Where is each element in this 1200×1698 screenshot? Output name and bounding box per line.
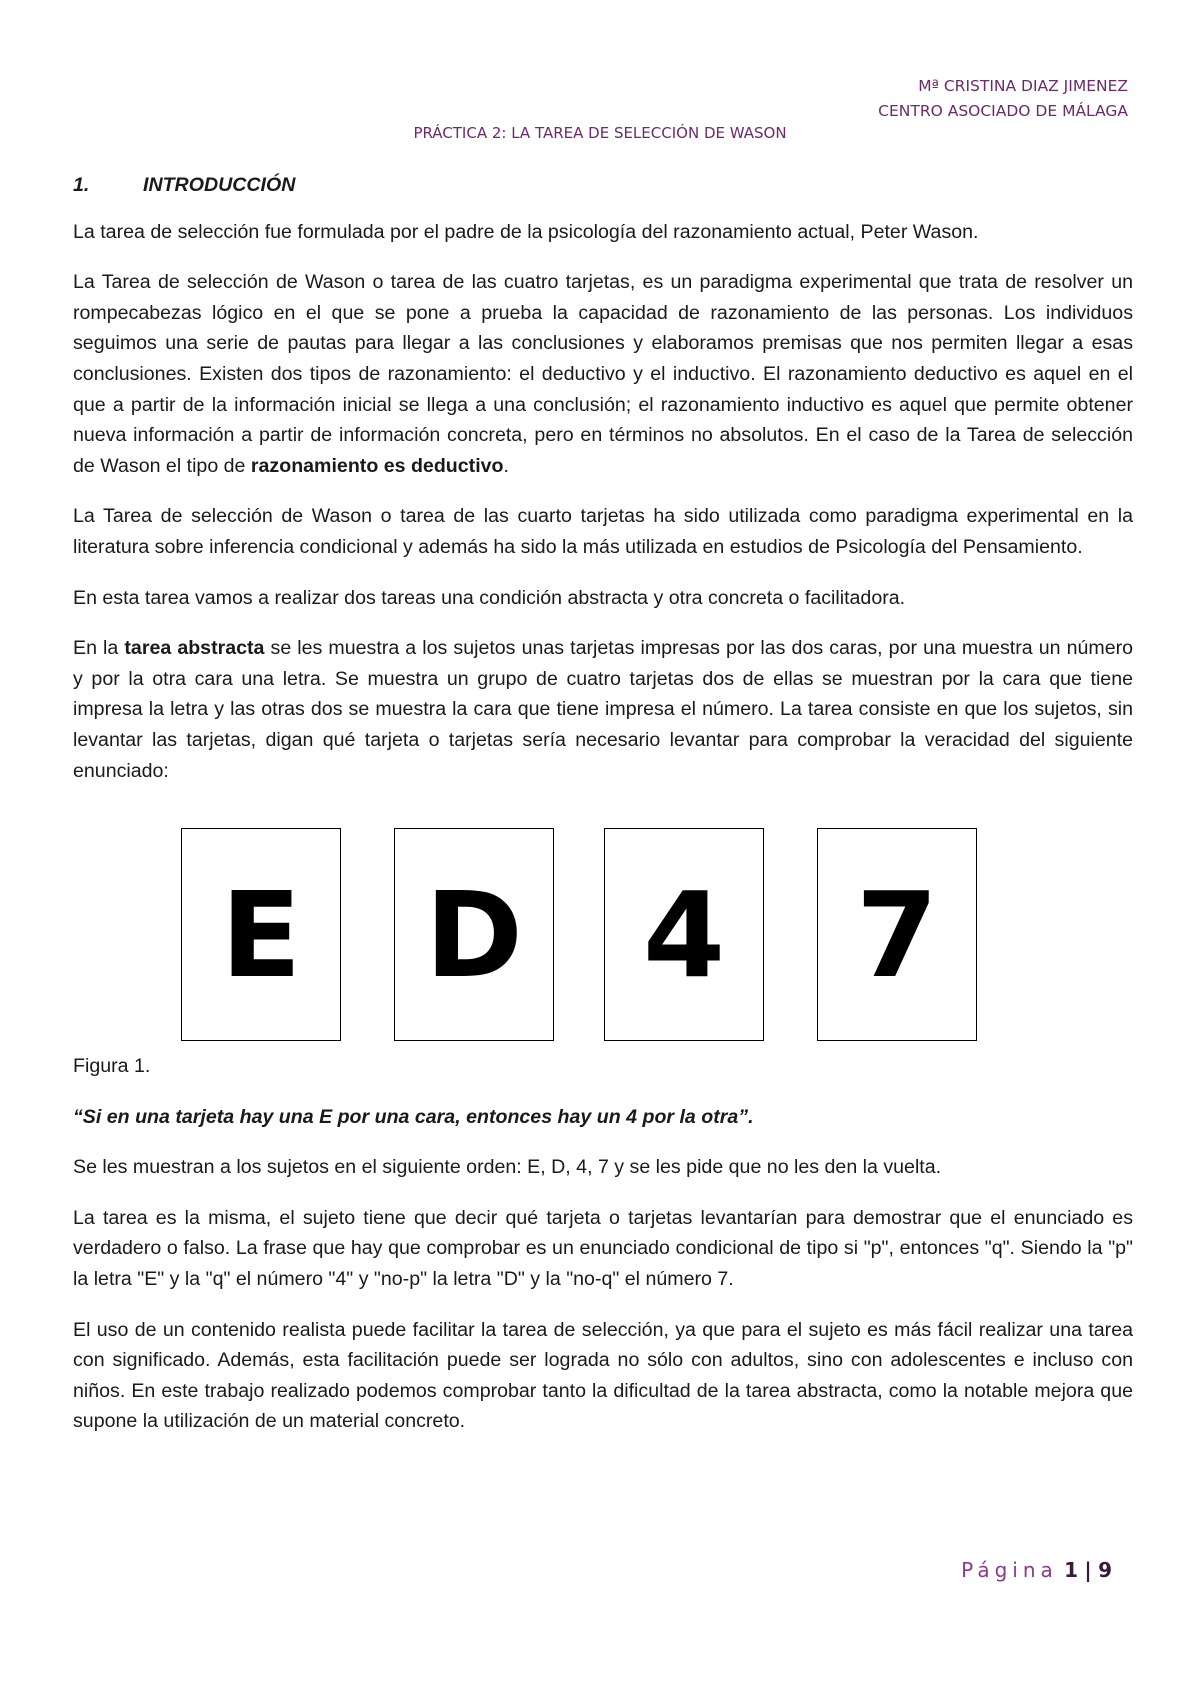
card-figure [73,828,1133,1043]
paragraph-5-text: se les muestra a los sujetos unas tarjetas impresas por las dos caras, por una muestra un número y por la otra cara una letra. Se muestra un grupo de cuatro tarjetas dos de ellas se muestran por la cara que tiene impresa la letra y las otras dos se muestra la cara que tiene impresa el número. La tarea consiste en que los sujetos, sin levantar las tarjetas, digan qué tarjeta o tarjetas sería necesario levantar para comprobar la veracidad del siguiente enunciado: [73,637,1134,782]
footer-label: Página [961,1558,1058,1582]
practice-title: PRÁCTICA 2: LA TAREA DE SELECCIÓN DE WASON [413,124,787,142]
document-body [73,170,1133,1457]
card-e [181,828,341,1041]
card-4 [604,828,764,1041]
card-d [394,828,554,1041]
card-d-label: D [425,865,523,1004]
footer-page-number: 1 [1064,1558,1079,1582]
author-name: Mª CRISTINA DIAZ JIMENEZ [918,77,1128,95]
paragraph-5 [73,633,1133,786]
paragraph-2-bold: razonamiento es deductivo [250,454,504,477]
card-7-label: 7 [855,865,939,1004]
page-footer [961,1558,1112,1582]
card-e-label: E [220,865,302,1004]
paragraph-5-start: En la [73,637,125,660]
figure-caption: Figura 1. [73,1055,151,1078]
card-7 [817,828,977,1041]
footer-separator: | [1084,1558,1092,1582]
page-header [878,74,1128,124]
paragraph-2 [73,267,1133,481]
paragraph-1: La tarea de selección fue formulada por el padre de la psicología del razonamiento actual, Peter Wason. [73,220,979,243]
conditional-statement: “Si en una tarjeta hay una E por una cara, entonces hay un 4 por la otra”. [73,1105,754,1128]
footer-total-pages: 9 [1098,1558,1112,1582]
card-4-label: 4 [642,865,726,1004]
paragraph-8: El uso de un contenido realista puede facilitar la tarea de selección, ya que para el sujeto es más fácil realizar una tarea con significado. Además, esta facilitación puede ser lograda no sólo con adultos, sino con adolescentes e incluso con niños. En este trabajo realizado podemos comprobar tanto la dificultad de la tarea abstracta, como la notable mejora que supone la utilización de un material concreto. [73,1318,1133,1433]
section-title: INTRODUCCIÓN [143,174,296,196]
section-heading [73,170,1133,201]
section-number: 1. [73,174,90,196]
paragraph-3: La Tarea de selección de Wason o tarea de las cuarto tarjetas ha sido utilizada como paradigma experimental en la literatura sobre inferencia condicional y además ha sido la más utilizada en estudios de Psicología del Pensamiento. [73,505,1133,558]
paragraph-6: Se les muestran a los sujetos en el siguiente orden: E, D, 4, 7 y se les pide que no les den la vuelta. [73,1156,942,1179]
paragraph-2-text: La Tarea de selección de Wason o tarea de las cuatro tarjetas, es un paradigma experimental que trata de resolver un rompecabezas lógico en el que se pone a prueba la capacidad de razonamiento de las personas. Los individuos seguimos una serie de pautas para llegar a las conclusiones y elaboramos premisas que nos permiten llegar a esas conclusiones. Existen dos tipos de razonamiento: el deductivo y el inductivo. El razonamiento deductivo es aquel en el que a partir de la información inicial se llega a una conclusión; el razonamiento inductivo es aquel que permite obtener nueva información a partir de información concreta, pero en términos no absolutos. En el caso de la Tarea de selección de Wason el tipo de [73,271,1133,477]
paragraph-7: La tarea es la misma, el sujeto tiene que decir qué tarjeta o tarjetas levantarían para demostrar que el enunciado es verdadero o falso. La frase que hay que comprobar es un enunciado condicional de tipo si "p", entonces "q". Siendo la "p" la letra "E" y la "q" el número "4" y "no-p" la letra "D" y la "no-q" el número 7. [73,1206,1133,1291]
center-name: CENTRO ASOCIADO DE MÁLAGA [878,102,1128,120]
paragraph-5-bold: tarea abstracta [124,637,265,660]
paragraph-2-end: . [503,454,509,477]
paragraph-4: En esta tarea vamos a realizar dos tareas una condición abstracta y otra concreta o facilitadora. [73,586,906,609]
